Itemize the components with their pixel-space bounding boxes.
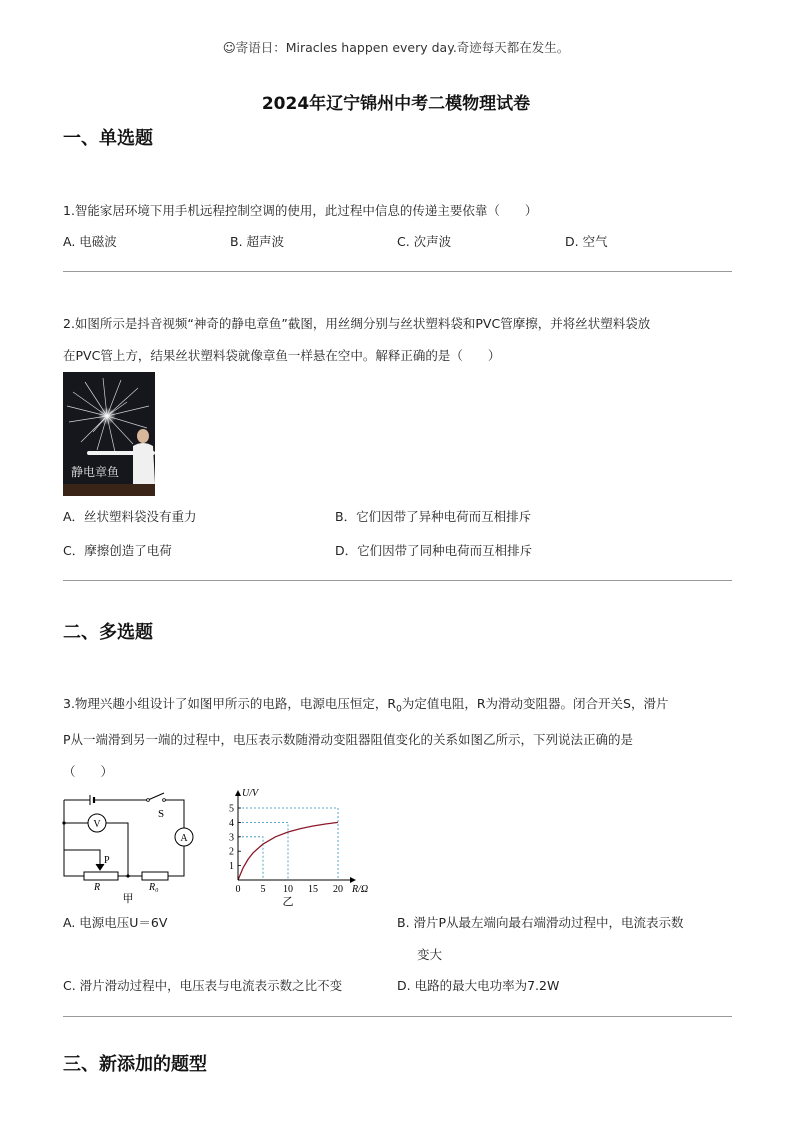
q1-option-a: A. 电磁波 — [63, 234, 117, 249]
q3-option-d: D. 电路的最大电功率为7.2W — [397, 978, 560, 993]
question-3-stem-line-2: P从一端滑到另一端的过程中，电压表示数随滑动变阻器阻值变化的关系如图乙所示，下列说法正确的是 — [63, 732, 634, 747]
q3-option-a: A. 电源电压U＝6V — [63, 915, 168, 930]
page-title: 2024年辽宁锦州中考二模物理试卷 — [261, 94, 531, 114]
q2-option-d: D．它们因带了同种电荷而互相排斥 — [335, 543, 533, 558]
figure-caption-jia: 甲 — [122, 892, 134, 905]
chart-guide-line-1 — [238, 822, 288, 880]
chart-y-axis-label: U/V — [242, 788, 259, 799]
chart-x-axis-arrow — [350, 877, 356, 883]
question-2-stem-line-2: 在PVC管上方，结果丝状塑料袋就像章鱼一样悬在空中。解释正确的是（ ） — [63, 348, 501, 363]
label-r: R — [94, 882, 101, 893]
q3-option-c: C. 滑片滑动过程中，电压表与电流表示数之比不变 — [63, 978, 343, 993]
chart-y-tick-label: 2 — [229, 846, 234, 858]
chart-y-axis-arrow — [235, 790, 241, 796]
chart-series-line — [238, 822, 338, 880]
label-switch-s: S — [158, 808, 165, 820]
slider-resistor — [84, 872, 118, 880]
chart-guide-line-0 — [238, 837, 263, 880]
question-3-stem-line-3: （ ） — [63, 764, 114, 779]
q1-option-c: C. 次声波 — [397, 234, 452, 249]
question-3-stem-line-1: 3.物理兴趣小组设计了如图甲所示的电路，电源电压恒定，$R_0$为定值电阻，R为滑动变阻器。闭合开关S，滑片 — [63, 696, 669, 715]
question-2-stem-line-1: 2.如图所示是抖音视频“神奇的静电章鱼”截图，用丝绸分别与丝状塑料袋和PVC管摩擦，并将丝状塑料袋放 — [63, 316, 651, 331]
divider — [63, 271, 732, 272]
chart-y-tick-label: 1 — [229, 861, 234, 873]
divider — [63, 1016, 732, 1017]
q2-option-a: A．丝状塑料袋没有重力 — [63, 509, 197, 524]
motto: ☺寄语日：Miracles happen every day.奇迹每天都在发生。 — [222, 40, 570, 55]
section-heading-single-choice: 一、单选题 — [63, 128, 153, 149]
static-octopus-photo — [63, 372, 155, 496]
chart-x-tick-label: 15 — [308, 884, 318, 895]
label-ammeter: A — [180, 833, 188, 844]
photo-caption: 静电章鱼 — [71, 465, 120, 479]
q2-option-b: B．它们因带了异种电荷而互相排斥 — [335, 509, 532, 524]
chart-x-axis-label: R/Ω — [352, 884, 369, 895]
chart-y-tick-label: 5 — [229, 803, 234, 815]
q1-option-d: D. 空气 — [565, 234, 608, 249]
chart-x-tick-label: 20 — [333, 884, 343, 895]
circuit-diagram — [60, 790, 200, 908]
voltage-resistance-chart — [220, 782, 385, 906]
r0-resistor — [142, 872, 168, 880]
divider — [63, 580, 732, 581]
chart-x-tick-label: 0 — [235, 884, 241, 895]
q3-option-b-line-1: B. 滑片P从最左端向最右端滑动过程中，电流表示数 — [397, 915, 684, 930]
label-slider-p: P — [104, 855, 110, 866]
q3-option-b-line-2: 变大 — [417, 947, 443, 962]
figure-caption-yi: 乙 — [282, 895, 294, 906]
chart-y-tick-label: 4 — [229, 817, 234, 829]
label-voltmeter: V — [93, 819, 101, 830]
question-1-stem: 1.智能家居环境下用手机远程控制空调的使用，此过程中信息的传递主要依靠（ ） — [63, 203, 538, 218]
chart-x-tick-label: 10 — [283, 884, 293, 895]
chart-y-tick-label: 3 — [229, 832, 234, 844]
section-heading-multiple-choice: 二、多选题 — [63, 622, 153, 643]
chart-x-tick-label: 5 — [260, 884, 266, 895]
section-heading-new-question-types: 三、新添加的题型 — [63, 1054, 207, 1075]
q1-option-b: B. 超声波 — [230, 234, 285, 249]
label-r0: R₀ — [149, 882, 159, 893]
q2-option-c: C．摩擦创造了电荷 — [63, 543, 172, 558]
switch-blade — [148, 793, 164, 800]
